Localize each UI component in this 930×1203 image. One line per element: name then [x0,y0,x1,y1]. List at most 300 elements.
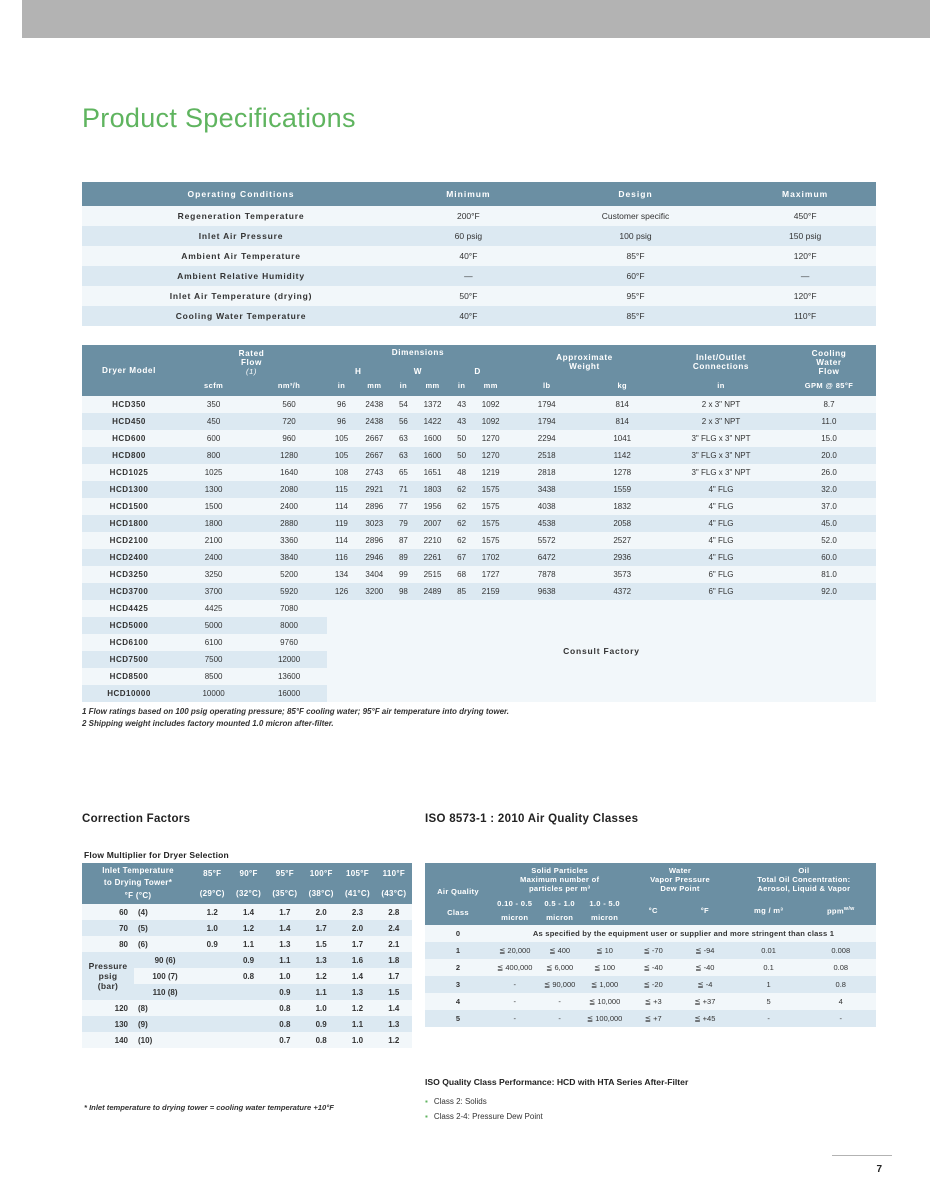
cell-val: 1.4 [267,920,303,936]
cell-val: 1.2 [303,968,339,984]
cell-w-mm: 1422 [414,413,451,430]
cell-design: Customer specific [537,206,735,226]
cell-val [230,1000,266,1016]
subcol-solid-2-range: 0.5 - 1.0 [544,899,575,908]
subcol-lb: lb [509,379,584,396]
correction-factors-heading: Correction Factors [82,813,191,825]
cell-w-in: 65 [393,464,415,481]
cell-scfm: 4425 [176,600,251,617]
cell-nm3h: 560 [251,396,327,413]
subcol-dewpoint-c: °C [628,896,678,925]
cell-model: HCD600 [82,430,176,447]
cell-val: 1.4 [230,904,266,920]
cell-val: 1.1 [303,984,339,1000]
cell-oil-mg: 5 [732,993,806,1010]
cell-d-mm: 2159 [472,583,509,600]
subcol-w-in: in [393,379,415,396]
table-row [82,600,876,617]
cell-oil-mg: - [732,1010,806,1027]
cell-val: 2.4 [376,920,412,936]
cell-val: 0.8 [267,1000,303,1016]
cell-gpm: 60.0 [782,549,876,566]
cell-lb: 1794 [509,396,584,413]
cell-design: 85°F [537,306,735,326]
table-row [82,413,876,430]
cell-design: 85°F [537,246,735,266]
cell-nm3h: 13600 [251,668,327,685]
cell-h-mm: 2667 [356,447,393,464]
table-row [82,1032,412,1048]
cell-max: 120°F [734,246,876,266]
subcol-d-in: in [451,379,473,396]
cell-oil-ppm: - [806,1010,876,1027]
table-row [425,925,876,942]
cell-val: 1.8 [376,952,412,968]
cell-val [230,1016,266,1032]
cell-gpm: 11.0 [782,413,876,430]
subcol-dewpoint-f: °F [678,896,732,925]
subcol-solid-3-unit: micron [591,913,619,922]
cell-gpm: 32.0 [782,481,876,498]
subcol-solid-2 [538,896,580,925]
cell-solid-2: - [538,993,580,1010]
cell-h-in: 115 [327,481,356,498]
cell-kg: 1142 [584,447,660,464]
cell-bar: (4) [134,904,194,920]
cell-min: 60 psig [400,226,537,246]
cell-kg: 1559 [584,481,660,498]
water-line3: Dew Point [660,884,700,893]
col-dimensions [327,345,509,379]
cell-nm3h: 9760 [251,634,327,651]
cell-d-mm: 1092 [472,413,509,430]
cell-model: HCD3700 [82,583,176,600]
list-item [425,1110,543,1125]
subcol-solid-2-unit: micron [546,913,574,922]
cell-val [230,1032,266,1048]
cell-dewpoint-c: ≦ -70 [628,942,678,959]
cell-d-mm: 1727 [472,566,509,583]
cell-bar: (7) [167,971,178,981]
cooling-line1: Cooling [811,348,847,358]
cell-val: 1.0 [303,1000,339,1016]
cell-gpm: 92.0 [782,583,876,600]
cell-model: HCD2400 [82,549,176,566]
footnote-1: 1 Flow ratings based on 100 psig operating pressure; 85°F cooling water; 95°F air temperature into drying tower. [82,707,509,716]
cell-dewpoint-f: ≦ +45 [678,1010,732,1027]
oil-line1: Oil [798,866,810,875]
cell-lb: 7878 [509,566,584,583]
table-row [82,952,412,968]
table-row [82,498,876,515]
cell-w-in: 89 [393,549,415,566]
cell-d-in: 85 [451,583,473,600]
cell-kg: 4372 [584,583,660,600]
col-operating-conditions: Operating Conditions [82,182,400,206]
cell-val [194,984,230,1000]
cell-solid-1: ≦ 20,000 [491,942,538,959]
table-row [82,549,876,566]
col-100f: 100°F [303,863,339,884]
cell-conn: 2 x 3" NPT [660,413,782,430]
cell-w-mm: 2261 [414,549,451,566]
cell-solid-2: ≦ 400 [538,942,580,959]
cell-h-mm: 3023 [356,515,393,532]
correction-factor-table [82,863,412,1048]
cell-model: HCD5000 [82,617,176,634]
col-rated-flow [176,345,327,379]
cell-val [194,952,230,968]
cell-h-mm: 3404 [356,566,393,583]
cell-d-in: 67 [451,549,473,566]
row-label: Inlet Air Temperature (drying) [82,286,400,306]
corner-line1: Inlet Temperature [102,866,174,875]
cell-lb: 4538 [509,515,584,532]
cell-design: 60°F [537,266,735,286]
cell-model: HCD1800 [82,515,176,532]
subcol-solid-1 [491,896,538,925]
air-quality-line2: Class [447,908,469,917]
table-row [82,447,876,464]
cell-class0-note: As specified by the equipment user or supplier and more stringent than class 1 [491,925,876,942]
table-header-row [82,345,876,379]
list-item-label: Class 2: Solids [433,1097,487,1106]
cell-solid-3: ≦ 100,000 [581,1010,628,1027]
page-number-rule [832,1155,892,1156]
cell-model: HCD6100 [82,634,176,651]
cell-conn: 2 x 3" NPT [660,396,782,413]
cell-w-in: 98 [393,583,415,600]
cell-model: HCD7500 [82,651,176,668]
cell-kg: 3573 [584,566,660,583]
cell-conn: 3" FLG x 3" NPT [660,464,782,481]
table-row [82,515,876,532]
table-row [82,920,412,936]
cell-h-in: 105 [327,447,356,464]
cell-nm3h: 2880 [251,515,327,532]
cell-scfm: 3700 [176,583,251,600]
cell-kg: 814 [584,413,660,430]
cell-nm3h: 1640 [251,464,327,481]
side-label-bar: (bar) [97,981,119,992]
cell-max: 120°F [734,286,876,306]
table-row [82,1000,412,1016]
table-row [82,206,876,226]
cell-h-in: 134 [327,566,356,583]
cell-w-mm: 1956 [414,498,451,515]
table-row [425,1010,876,1027]
cell-dewpoint-c: ≦ +3 [628,993,678,1010]
cell-lb: 4038 [509,498,584,515]
cell-val: 1.2 [194,904,230,920]
cell-psig: 120 [82,1000,134,1016]
cell-gpm: 26.0 [782,464,876,481]
cell-w-mm: 2489 [414,583,451,600]
cell-scfm: 800 [176,447,251,464]
cell-min: 40°F [400,246,537,266]
cell-oil-mg: 1 [732,976,806,993]
correction-factor-footnote: * Inlet temperature to drying tower = cooling water temperature +10°F [84,1103,334,1112]
cell-val: 1.3 [267,936,303,952]
connections-line2: Connections [692,362,750,371]
subcol-solid-3 [581,896,628,925]
cell-scfm: 1300 [176,481,251,498]
table-header-row [425,863,876,896]
flow-multiplier-subheading: Flow Multiplier for Dryer Selection [84,850,229,860]
weight-line2: Weight [569,362,600,371]
cell-nm3h: 5920 [251,583,327,600]
subcol-h-in: in [327,379,356,396]
cell-solid-3: ≦ 100 [581,959,628,976]
cell-scfm: 5000 [176,617,251,634]
cell-d-in: 43 [451,396,473,413]
cell-psig: 70 [82,920,134,936]
cell-gpm: 52.0 [782,532,876,549]
cell-h-mm: 2438 [356,413,393,430]
cell-h-in: 116 [327,549,356,566]
cell-class: 2 [425,959,491,976]
cell-scfm: 600 [176,430,251,447]
cell-bar: (5) [134,920,194,936]
cell-bar: (10) [134,1032,194,1048]
cell-val: 1.2 [339,1000,375,1016]
subcol-h-mm: mm [356,379,393,396]
col-dryer-model: Dryer Model [82,345,176,396]
col-29c: (29°C) [194,884,230,905]
cell-lb: 5572 [509,532,584,549]
cell-conn: 4" FLG [660,498,782,515]
cell-val: 1.2 [230,920,266,936]
cell-psig: 130 [82,1016,134,1032]
table-row [82,583,876,600]
cell-val: 2.0 [303,904,339,920]
cell-val: 0.8 [303,1032,339,1048]
col-85f: 85°F [194,863,230,884]
cell-model: HCD1025 [82,464,176,481]
cell-h-in: 126 [327,583,356,600]
cell-lb: 2294 [509,430,584,447]
cell-val: 1.2 [376,1032,412,1048]
cell-class: 0 [425,925,491,942]
cell-bar: (8) [167,987,178,997]
cell-d-mm: 1575 [472,498,509,515]
cell-gpm: 81.0 [782,566,876,583]
table-header-row [82,182,876,206]
cell-conn: 6" FLG [660,566,782,583]
cell-d-mm: 1092 [472,396,509,413]
cell-h-mm: 2896 [356,532,393,549]
cell-nm3h: 5200 [251,566,327,583]
cell-val: 0.7 [267,1032,303,1048]
dim-d-label: D [474,367,481,376]
cell-dewpoint-f: ≦ -94 [678,942,732,959]
cell-solid-2: ≦ 6,000 [538,959,580,976]
cell-model: HCD350 [82,396,176,413]
cell-oil-ppm: 0.08 [806,959,876,976]
cell-nm3h: 7080 [251,600,327,617]
cell-val: 1.0 [267,968,303,984]
cell-solid-1: - [491,1010,538,1027]
table-row [82,936,412,952]
solids-line2: Maximum number of [519,875,600,884]
col-110f: 110°F [376,863,412,884]
side-label-psig: psig [98,971,118,982]
cell-h-in: 114 [327,532,356,549]
cell-oil-ppm: 0.8 [806,976,876,993]
cell-kg: 2936 [584,549,660,566]
cell-solid-3: ≦ 10,000 [581,993,628,1010]
cell-d-mm: 1270 [472,430,509,447]
table-row [82,306,876,326]
cell-val: 0.9 [303,1016,339,1032]
col-weight [509,345,660,379]
cell-val: 1.4 [376,1000,412,1016]
cell-scfm: 6100 [176,634,251,651]
cell-d-in: 62 [451,532,473,549]
iso-bullet-list [425,1095,543,1125]
cell-d-in: 48 [451,464,473,481]
cell-h-in: 119 [327,515,356,532]
subcol-scfm: scfm [176,379,251,396]
cell-d-mm: 1575 [472,532,509,549]
table-row [82,481,876,498]
cell-solid-1: - [491,993,538,1010]
correction-factor-table-wrap [82,863,412,1048]
subcol-d-mm: mm [472,379,509,396]
col-design: Design [537,182,735,206]
table-subheader-row [425,896,876,925]
water-line2: Vapor Pressure [650,875,710,884]
table-row [82,246,876,266]
rated-flow-line1: Rated [238,348,265,358]
cell-psig: 100 [152,971,166,981]
cell-w-mm: 1372 [414,396,451,413]
col-90f: 90°F [230,863,266,884]
cell-nm3h: 16000 [251,685,327,702]
cell-scfm: 1025 [176,464,251,481]
cell-w-in: 63 [393,430,415,447]
cell-nm3h: 2400 [251,498,327,515]
cell-kg: 1278 [584,464,660,481]
cell-h-mm: 2667 [356,430,393,447]
cell-class: 5 [425,1010,491,1027]
cell-dewpoint-c: ≦ -20 [628,976,678,993]
cell-design: 95°F [537,286,735,306]
cell-kg: 2058 [584,515,660,532]
cell-val: 1.1 [230,936,266,952]
cell-val: 2.8 [376,904,412,920]
cell-w-mm: 1803 [414,481,451,498]
dimensions-label: Dimensions [391,348,445,357]
cell-w-mm: 2210 [414,532,451,549]
col-105f: 105°F [339,863,375,884]
oil-line3: Aerosol, Liquid & Vapor [757,884,851,893]
cell-lb: 2818 [509,464,584,481]
subcol-nm3h: nm³/h [251,379,327,396]
table-row [82,904,412,920]
page-number: 7 [876,1164,882,1175]
cell-psig: 140 [82,1032,134,1048]
page-title: Product Specifications [82,103,356,133]
cell-conn: 4" FLG [660,549,782,566]
cell-w-mm: 1600 [414,430,451,447]
subcol-oil-ppm [806,896,876,925]
col-cooling-water-flow [782,345,876,379]
rated-flow-line2: Flow [240,357,262,367]
oil-line2: Total Oil Concentration: [757,875,851,884]
iso-heading: ISO 8573-1 : 2010 Air Quality Classes [425,813,639,825]
cell-val: 0.9 [230,952,266,968]
subcol-solid-1-range: 0.10 - 0.5 [497,899,533,908]
corner-line3: °F (°C) [124,890,152,900]
col-38c: (38°C) [303,884,339,905]
cell-val: 0.8 [230,968,266,984]
cell-psig: 80 [82,936,134,952]
col-air-quality-class [425,863,491,925]
cell-class: 3 [425,976,491,993]
cell-solid-3: ≦ 1,000 [581,976,628,993]
subcol-conn-in: in [660,379,782,396]
cell-val: 1.5 [303,936,339,952]
subcol-oil-mg: mg / m³ [732,896,806,925]
cell-model: HCD4425 [82,600,176,617]
cell-bar: (8) [134,1000,194,1016]
cell-nm3h: 720 [251,413,327,430]
cell-oil-mg: 0.01 [732,942,806,959]
cell-val: 0.9 [267,984,303,1000]
cell-d-mm: 1219 [472,464,509,481]
cell-oil-ppm: 4 [806,993,876,1010]
list-item-label: Class 2-4: Pressure Dew Point [433,1111,543,1121]
list-item [425,1095,543,1110]
cell-val: 1.0 [339,1032,375,1048]
cell-solid-1: ≦ 400,000 [491,959,538,976]
cell-d-in: 62 [451,498,473,515]
corner-header [82,863,194,904]
table-subheader-row [82,379,876,396]
cell-conn: 6" FLG [660,583,782,600]
table-header-row [82,863,412,884]
subcol-solid-3-range: 1.0 - 5.0 [589,899,620,908]
cell-val [194,1000,230,1016]
cell-nm3h: 960 [251,430,327,447]
cell-dewpoint-c: ≦ +7 [628,1010,678,1027]
cell-val: 1.5 [376,984,412,1000]
table-row [425,959,876,976]
cell-kg: 814 [584,396,660,413]
subcol-w-mm: mm [414,379,451,396]
cell-dewpoint-f: ≦ +37 [678,993,732,1010]
cell-scfm: 1800 [176,515,251,532]
cell-w-mm: 1600 [414,447,451,464]
table-row [82,226,876,246]
cell-gpm: 15.0 [782,430,876,447]
subcol-solid-1-unit: micron [501,913,529,922]
cell-class: 1 [425,942,491,959]
cell-psig: 90 [154,955,164,965]
cell-val: 2.1 [376,936,412,952]
cell-val: 1.7 [339,936,375,952]
col-35c: (35°C) [267,884,303,905]
col-oil [732,863,876,896]
table-row [82,464,876,481]
table-row [82,396,876,413]
table-row [82,430,876,447]
cell-h-in: 108 [327,464,356,481]
cell-d-in: 68 [451,566,473,583]
bullet-icon: ▪ [425,1097,428,1106]
cell-model: HCD800 [82,447,176,464]
